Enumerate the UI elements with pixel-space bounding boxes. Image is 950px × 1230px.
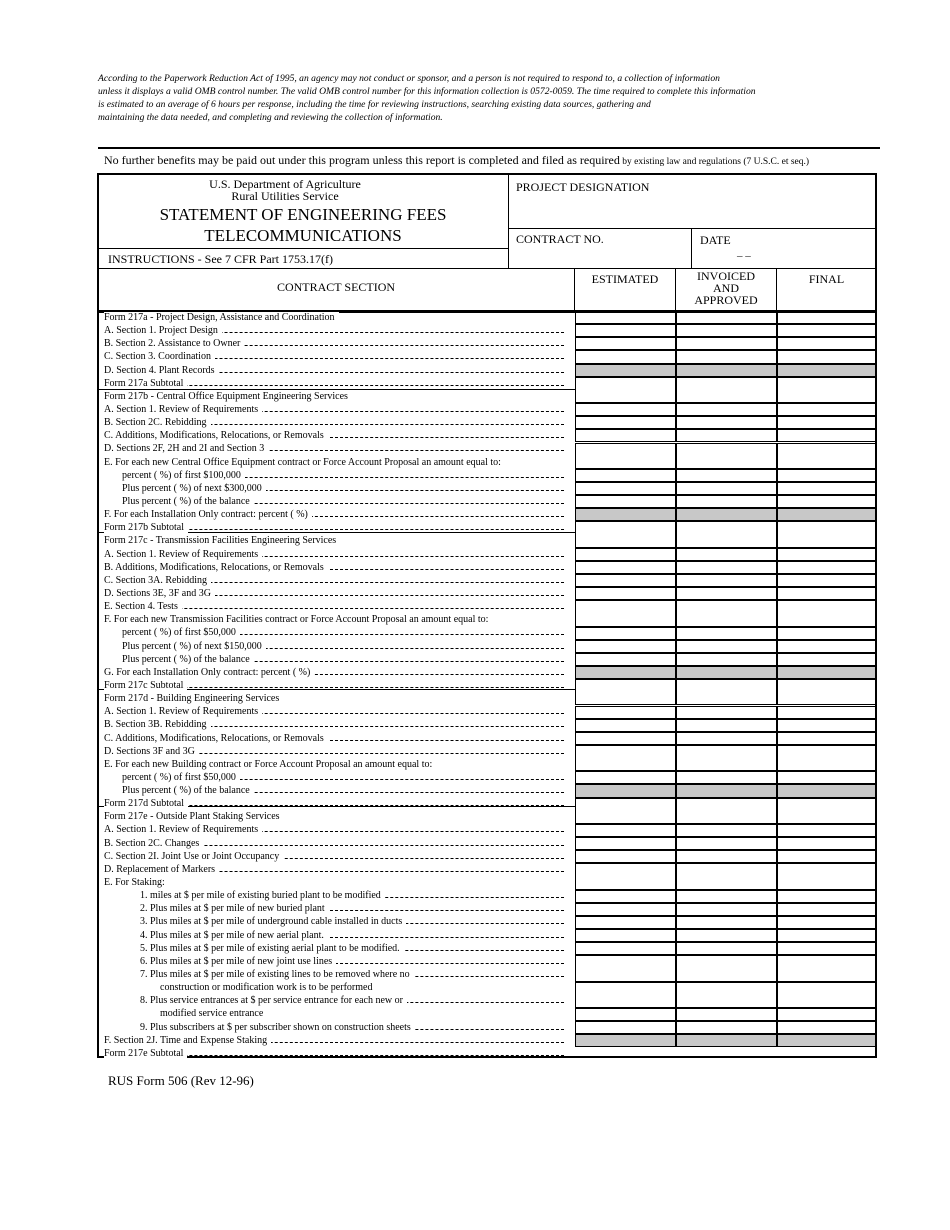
- final-cell[interactable]: [777, 561, 876, 574]
- row-text: 5. Plus miles at $ per mile of existing aerial plant to be modified.: [104, 943, 404, 954]
- row-text: 9. Plus subscribers at $ per subscriber shown on construction sheets: [104, 1022, 415, 1033]
- row-label: [104, 311, 570, 324]
- final-cell[interactable]: [777, 784, 876, 797]
- row-text: B. Section 3B. Rebidding: [104, 719, 211, 730]
- row-text: Form 217a Subtotal: [104, 378, 187, 389]
- row-text: Form 217b Subtotal: [104, 522, 188, 533]
- estimated-cell[interactable]: [575, 1034, 676, 1047]
- estimated-cell[interactable]: [575, 982, 676, 1008]
- row-label: [104, 1007, 570, 1020]
- contract-section-header: CONTRACT SECTION: [276, 280, 396, 294]
- final-cell[interactable]: [777, 903, 876, 916]
- invoiced-cell[interactable]: [676, 863, 777, 889]
- notice-line: According to the Paperwork Reduction Act of 1995, an agency may not conduct or sponsor, and a person is not required to respond to, a collection of information: [98, 73, 720, 84]
- invoiced-cell[interactable]: [676, 469, 777, 482]
- row-label: [104, 495, 570, 508]
- date-separators: – –: [737, 250, 751, 262]
- row-label: [104, 640, 570, 653]
- row-text: B. Section 2C. Changes: [104, 838, 203, 849]
- row-label: [104, 508, 570, 521]
- row-label: [104, 587, 570, 600]
- invoiced-cell[interactable]: [676, 955, 777, 981]
- invoiced-cell[interactable]: [676, 377, 777, 403]
- invoiced-cell[interactable]: [676, 666, 777, 679]
- invoiced-cell[interactable]: [676, 429, 777, 442]
- row-text: Form 217e Subtotal: [104, 1048, 187, 1059]
- row-text: A. Section 1. Review of Requirements: [104, 549, 262, 560]
- invoiced-cell[interactable]: [676, 482, 777, 495]
- final-cell[interactable]: [777, 850, 876, 863]
- row-label: [104, 758, 570, 771]
- final-cell[interactable]: [777, 706, 876, 719]
- estimated-cell[interactable]: [575, 1008, 676, 1021]
- final-cell[interactable]: [777, 364, 876, 377]
- row-label: [104, 600, 570, 613]
- invoiced-cell[interactable]: [676, 495, 777, 508]
- row-text: C. Section 3A. Rebidding: [104, 575, 211, 586]
- row-label: [104, 482, 570, 495]
- invoiced-cell[interactable]: [676, 364, 777, 377]
- estimated-cell[interactable]: [575, 929, 676, 942]
- estimated-cell[interactable]: [575, 916, 676, 929]
- row-text: percent ( %) of first $50,000: [104, 627, 240, 638]
- row-text: Plus percent ( %) of the balance: [104, 496, 254, 507]
- estimated-cell[interactable]: [575, 561, 676, 574]
- row-label: [104, 850, 570, 863]
- row-text: D. Section 4. Plant Records: [104, 365, 219, 376]
- row-label: [104, 876, 570, 889]
- estimated-cell[interactable]: [575, 745, 676, 771]
- row-text: Form 217d - Building Engineering Services: [104, 693, 283, 704]
- final-cell[interactable]: [777, 324, 876, 337]
- row-text: D. Replacement of Markers: [104, 864, 219, 875]
- row-text: Plus percent ( %) of the balance: [104, 785, 254, 796]
- row-text: B. Section 2. Assistance to Owner: [104, 338, 244, 349]
- estimated-cell[interactable]: [575, 469, 676, 482]
- row-label: [104, 337, 570, 350]
- row-label: [104, 981, 570, 994]
- invoiced-cell[interactable]: [676, 798, 777, 824]
- estimated-cell[interactable]: [575, 1021, 676, 1034]
- row-label: [104, 469, 570, 482]
- estimated-cell[interactable]: [575, 587, 676, 600]
- estimated-cell[interactable]: [575, 364, 676, 377]
- estimated-cell[interactable]: [575, 600, 676, 626]
- invoiced-cell[interactable]: [676, 574, 777, 587]
- invoiced-cell[interactable]: [676, 324, 777, 337]
- final-cell[interactable]: [777, 521, 876, 547]
- invoiced-cell[interactable]: [676, 719, 777, 732]
- invoiced-header: INVOICED AND APPROVED: [694, 269, 758, 307]
- row-text: 2. Plus miles at $ per mile of new buried plant: [104, 903, 329, 914]
- estimated-cell[interactable]: [575, 311, 676, 324]
- invoiced-cell[interactable]: [676, 600, 777, 626]
- row-text: Plus percent ( %) of next $150,000: [104, 641, 266, 652]
- row-text: E. For each new Building contract or Force Account Proposal an amount equal to:: [104, 759, 436, 770]
- row-text: C. Additions, Modifications, Relocations, or Removals: [104, 733, 328, 744]
- final-cell[interactable]: [777, 403, 876, 416]
- invoiced-cell[interactable]: [676, 640, 777, 653]
- subtotal-row: [104, 1047, 570, 1060]
- row-text: D. Sections 3F and 3G: [104, 746, 199, 757]
- final-cell[interactable]: [777, 863, 876, 889]
- row-label: [104, 994, 570, 1007]
- estimated-cell[interactable]: [575, 798, 676, 824]
- invoiced-cell[interactable]: [676, 890, 777, 903]
- estimated-cell[interactable]: [575, 771, 676, 784]
- row-label: [104, 705, 570, 718]
- final-cell[interactable]: [777, 469, 876, 482]
- row-label: [104, 732, 570, 745]
- row-label: [104, 810, 570, 823]
- row-text: G. For each Installation Only contract: percent ( %): [104, 667, 314, 678]
- row-text: 3. Plus miles at $ per mile of underground cable installed in ducts: [104, 916, 406, 927]
- row-label: [104, 456, 570, 469]
- invoiced-cell[interactable]: [676, 745, 777, 771]
- row-text: 1. miles at $ per mile of existing buried plant to be modified: [104, 890, 385, 901]
- final-cell[interactable]: [777, 890, 876, 903]
- row-label: [104, 823, 570, 836]
- estimated-cell[interactable]: [575, 640, 676, 653]
- final-cell[interactable]: [777, 416, 876, 429]
- row-text: E. For Staking:: [104, 877, 169, 888]
- row-text: D. Sections 2F, 2H and 2I and Section 3: [104, 443, 268, 454]
- estimated-cell[interactable]: [575, 521, 676, 547]
- final-cell[interactable]: [777, 1034, 876, 1047]
- row-label: [104, 403, 570, 416]
- invoiced-cell[interactable]: [676, 508, 777, 521]
- row-label: [104, 613, 570, 626]
- estimated-cell[interactable]: [575, 784, 676, 797]
- row-label: [104, 429, 570, 442]
- row-label: [104, 1034, 570, 1047]
- estimated-cell[interactable]: [575, 429, 676, 442]
- estimated-cell[interactable]: [575, 443, 676, 469]
- form-subtitle: TELECOMMUNICATIONS: [204, 226, 402, 245]
- invoiced-cell[interactable]: [676, 903, 777, 916]
- row-text: Form 217e - Outside Plant Staking Services: [104, 811, 284, 822]
- row-text: A. Section 1. Review of Requirements: [104, 404, 262, 415]
- instructions: INSTRUCTIONS - See 7 CFR Part 1753.17(f): [108, 252, 333, 266]
- invoiced-cell[interactable]: [676, 1021, 777, 1034]
- invoiced-cell[interactable]: [676, 311, 777, 324]
- estimated-cell[interactable]: [575, 574, 676, 587]
- estimated-cell[interactable]: [575, 482, 676, 495]
- row-text: A. Section 1. Review of Requirements: [104, 706, 262, 717]
- row-label: [104, 548, 570, 561]
- estimated-cell[interactable]: [575, 548, 676, 561]
- form-title: STATEMENT OF ENGINEERING FEES: [159, 205, 447, 224]
- paperwork-notice: [98, 72, 868, 124]
- estimated-cell[interactable]: [575, 955, 676, 981]
- row-text: B. Section 2C. Rebidding: [104, 417, 211, 428]
- estimated-header: ESTIMATED: [591, 272, 659, 286]
- row-text: 4. Plus miles at $ per mile of new aerial plant.: [104, 930, 328, 941]
- invoiced-cell[interactable]: [676, 403, 777, 416]
- estimated-cell[interactable]: [575, 863, 676, 889]
- final-cell[interactable]: [777, 587, 876, 600]
- final-header: FINAL: [808, 272, 845, 286]
- invoiced-cell[interactable]: [676, 521, 777, 547]
- row-text: percent ( %) of first $50,000: [104, 772, 240, 783]
- estimated-cell[interactable]: [575, 942, 676, 955]
- row-label: [104, 718, 570, 731]
- row-text: E. For each new Central Office Equipment contract or Force Account Proposal an amount equal to:: [104, 457, 505, 468]
- notice-line: unless it displays a valid OMB control number. The valid OMB control number for this information collection is 0572-0059. The time required to complete this information: [98, 86, 756, 97]
- dept-name: U.S. Department of Agriculture: [209, 177, 361, 191]
- row-text: B. Additions, Modifications, Relocations, or Removals: [104, 562, 328, 573]
- estimated-cell[interactable]: [575, 324, 676, 337]
- top-rule: [98, 147, 880, 149]
- row-label: [104, 666, 570, 679]
- estimated-cell[interactable]: [575, 824, 676, 837]
- service-name: Rural Utilities Service: [231, 189, 339, 203]
- row-text: C. Additions, Modifications, Relocations, or Removals: [104, 430, 328, 441]
- estimated-cell[interactable]: [575, 850, 676, 863]
- row-label: [104, 745, 570, 758]
- estimated-cell[interactable]: [575, 627, 676, 640]
- row-label: [104, 837, 570, 850]
- estimated-cell[interactable]: [575, 377, 676, 403]
- invoiced-cell[interactable]: [676, 732, 777, 745]
- row-label: [104, 364, 570, 377]
- row-label: [104, 350, 570, 363]
- invoiced-cell[interactable]: [676, 706, 777, 719]
- final-cell[interactable]: [777, 311, 876, 324]
- final-cell[interactable]: [777, 719, 876, 732]
- row-text: 8. Plus service entrances at $ per service entrance for each new or: [104, 995, 407, 1006]
- row-text: Form 217c Subtotal: [104, 680, 187, 691]
- final-cell[interactable]: [777, 679, 876, 705]
- notice-line: maintaining the data needed, and completing and reviewing the collection of information.: [98, 112, 443, 123]
- final-cell[interactable]: [777, 1008, 876, 1021]
- final-cell[interactable]: [777, 574, 876, 587]
- estimated-cell[interactable]: [575, 666, 676, 679]
- row-label: [104, 561, 570, 574]
- row-label: [104, 771, 570, 784]
- invoiced-cell[interactable]: [676, 350, 777, 363]
- invoiced-cell[interactable]: [676, 653, 777, 666]
- row-text: Plus percent ( %) of the balance: [104, 654, 254, 665]
- row-text: A. Section 1. Review of Requirements: [104, 824, 262, 835]
- invoiced-cell[interactable]: [676, 824, 777, 837]
- row-label: [104, 902, 570, 915]
- final-cell[interactable]: [777, 627, 876, 640]
- row-label: [104, 915, 570, 928]
- row-text: F. For each Installation Only contract: percent ( %): [104, 509, 312, 520]
- final-cell[interactable]: [777, 429, 876, 442]
- row-label: [104, 942, 570, 955]
- date-field[interactable]: DATE: [700, 233, 731, 247]
- row-label: [104, 863, 570, 876]
- estimated-cell[interactable]: [575, 495, 676, 508]
- row-label: [104, 390, 570, 403]
- row-label: [104, 324, 570, 337]
- row-label: [104, 968, 570, 981]
- invoiced-cell[interactable]: [676, 561, 777, 574]
- final-cell[interactable]: [777, 916, 876, 929]
- final-cell[interactable]: [777, 824, 876, 837]
- row-label: [104, 534, 570, 547]
- estimated-cell[interactable]: [575, 837, 676, 850]
- invoiced-cell[interactable]: [676, 1034, 777, 1047]
- final-cell[interactable]: [777, 350, 876, 363]
- invoiced-cell[interactable]: [676, 1008, 777, 1021]
- row-label: [104, 442, 570, 455]
- row-text: C. Section 3. Coordination: [104, 351, 215, 362]
- estimated-cell[interactable]: [575, 903, 676, 916]
- invoiced-cell[interactable]: [676, 627, 777, 640]
- final-cell[interactable]: [777, 942, 876, 955]
- row-label: [104, 653, 570, 666]
- invoiced-cell[interactable]: [676, 771, 777, 784]
- row-text: A. Section 1. Project Design: [104, 325, 222, 336]
- invoiced-cell[interactable]: [676, 982, 777, 1008]
- benefits-statement: No further benefits may be paid out under this program unless this report is completed and filed as required by existing law and regulations (7 U.S.C. et seq.): [104, 153, 810, 167]
- row-text: Form 217b - Central Office Equipment Engineering Services: [104, 391, 352, 402]
- row-text: construction or modification work is to be performed: [104, 982, 376, 993]
- estimated-cell[interactable]: [575, 403, 676, 416]
- invoiced-cell[interactable]: [676, 850, 777, 863]
- estimated-cell[interactable]: [575, 732, 676, 745]
- estimated-cell[interactable]: [575, 350, 676, 363]
- contract-rows: [104, 311, 570, 1060]
- estimated-cell[interactable]: [575, 679, 676, 705]
- row-label: [104, 889, 570, 902]
- invoiced-cell[interactable]: [676, 942, 777, 955]
- final-cell[interactable]: [777, 837, 876, 850]
- invoiced-cell[interactable]: [676, 837, 777, 850]
- contract-no-field[interactable]: CONTRACT NO.: [516, 232, 604, 246]
- invoiced-cell[interactable]: [676, 916, 777, 929]
- final-cell[interactable]: [777, 745, 876, 771]
- final-cell[interactable]: [777, 955, 876, 981]
- final-cell[interactable]: [777, 640, 876, 653]
- final-cell[interactable]: [777, 732, 876, 745]
- row-label: [104, 955, 570, 968]
- row-text: C. Section 2I. Joint Use or Joint Occupancy: [104, 851, 283, 862]
- invoiced-cell[interactable]: [676, 337, 777, 350]
- row-label: [104, 1021, 570, 1034]
- estimated-cell[interactable]: [575, 416, 676, 429]
- row-text: F. Section 2J. Time and Expense Staking: [104, 1035, 271, 1046]
- estimated-cell[interactable]: [575, 719, 676, 732]
- subtotal-row: [104, 377, 570, 390]
- invoiced-cell[interactable]: [676, 416, 777, 429]
- row-label: [104, 416, 570, 429]
- final-cell[interactable]: [777, 653, 876, 666]
- row-text: Form 217c - Transmission Facilities Engineering Services: [104, 535, 340, 546]
- form-number: RUS Form 506 (Rev 12-96): [108, 1073, 254, 1088]
- invoiced-cell[interactable]: [676, 929, 777, 942]
- final-cell[interactable]: [777, 798, 876, 824]
- final-cell[interactable]: [777, 982, 876, 1008]
- row-label: [104, 626, 570, 639]
- row-text: E. Section 4. Tests: [104, 601, 182, 612]
- row-text: percent ( %) of first $100,000: [104, 470, 245, 481]
- row-text: F. For each new Transmission Facilities contract or Force Account Proposal an amount equal to:: [104, 614, 492, 625]
- row-text: 6. Plus miles at $ per mile of new joint use lines: [104, 956, 336, 967]
- final-cell[interactable]: [777, 443, 876, 469]
- estimated-cell[interactable]: [575, 508, 676, 521]
- row-text: Form 217d Subtotal: [104, 798, 188, 809]
- row-text: 7. Plus miles at $ per mile of existing lines to be removed where no: [104, 969, 414, 980]
- final-cell[interactable]: [777, 508, 876, 521]
- row-label: [104, 784, 570, 797]
- final-cell[interactable]: [777, 771, 876, 784]
- estimated-cell[interactable]: [575, 890, 676, 903]
- row-text: Plus percent ( %) of next $300,000: [104, 483, 266, 494]
- row-text: D. Sections 3E, 3F and 3G: [104, 588, 215, 599]
- invoiced-cell[interactable]: [676, 679, 777, 705]
- row-label: [104, 574, 570, 587]
- final-cell[interactable]: [777, 666, 876, 679]
- final-cell[interactable]: [777, 337, 876, 350]
- final-cell[interactable]: [777, 548, 876, 561]
- final-cell[interactable]: [777, 495, 876, 508]
- final-cell[interactable]: [777, 929, 876, 942]
- invoiced-cell[interactable]: [676, 784, 777, 797]
- final-cell[interactable]: [777, 482, 876, 495]
- row-label: [104, 692, 570, 705]
- subtotal-row: [104, 521, 570, 534]
- invoiced-cell[interactable]: [676, 548, 777, 561]
- row-label: [104, 929, 570, 942]
- row-text: modified service entrance: [104, 1008, 267, 1019]
- estimated-cell[interactable]: [575, 706, 676, 719]
- invoiced-cell[interactable]: [676, 443, 777, 469]
- subtotal-row: [104, 797, 570, 810]
- subtotal-row: [104, 679, 570, 692]
- estimated-cell[interactable]: [575, 337, 676, 350]
- invoiced-cell[interactable]: [676, 587, 777, 600]
- notice-line: is estimated to an average of 6 hours per response, including the time for reviewing instructions, searching existing data sources, gathering and: [98, 99, 651, 110]
- row-text: Form 217a - Project Design, Assistance and Coordination: [104, 312, 339, 323]
- final-cell[interactable]: [777, 1021, 876, 1034]
- estimated-cell[interactable]: [575, 653, 676, 666]
- final-cell[interactable]: [777, 600, 876, 626]
- project-designation-field[interactable]: PROJECT DESIGNATION: [516, 180, 650, 194]
- final-cell[interactable]: [777, 377, 876, 403]
